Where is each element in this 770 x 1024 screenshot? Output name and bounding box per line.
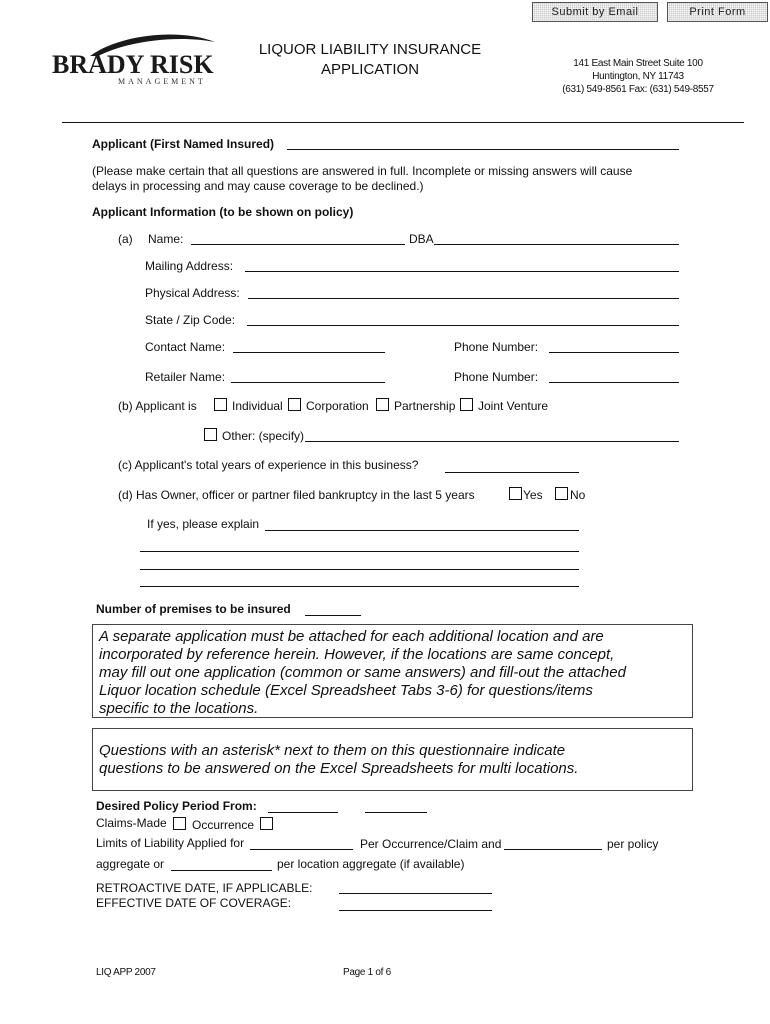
asterisk-questions-notice [92, 728, 693, 791]
contact-name-label: Contact Name: [145, 340, 226, 354]
bankruptcy-question-label: (d) Has Owner, officer or partner filed bankruptcy in the last 5 years [118, 488, 475, 502]
header-divider [62, 122, 744, 123]
name-label: Name: [148, 232, 184, 246]
explain-field-2[interactable] [140, 551, 579, 552]
aggregate-label: aggregate or [96, 857, 165, 871]
per-occurrence-limit-field[interactable] [250, 849, 353, 850]
notice2-line-2: questions to be answered on the Excel Spreadsheets for multi locations. [99, 760, 579, 777]
instructions-note-line-1: (Please make certain that all questions are answered in full. Incomplete or missing answers will cause [92, 164, 633, 178]
name-field[interactable] [191, 244, 405, 245]
notice1-line-5: specific to the locations. [99, 700, 259, 717]
instructions-note-line-2: delays in processing and may cause coverage to be declined.) [92, 179, 424, 193]
page-number: Page 1 of 6 [343, 967, 391, 978]
other-specify-field[interactable] [305, 441, 679, 442]
individual-checkbox[interactable] [214, 398, 227, 411]
occurrence-label: Occurrence [192, 818, 255, 832]
experience-years-label: (c) Applicant's total years of experience in this business? [118, 458, 419, 472]
notice2-line-1: Questions with an asterisk* next to them on this questionnaire indicate [99, 742, 566, 759]
joint-venture-label: Joint Venture [478, 399, 549, 413]
occurrence-checkbox[interactable] [260, 817, 273, 830]
page-title [245, 40, 495, 80]
explain-field-3[interactable] [140, 569, 579, 570]
mailing-address-label: Mailing Address: [145, 259, 234, 273]
phone-number-2-field[interactable] [549, 382, 679, 383]
partnership-label: Partnership [394, 399, 456, 413]
logo-wordmark: BRADY RISK [52, 50, 214, 79]
form-id: LIQ APP 2007 [96, 967, 156, 978]
notice1-line-3: may fill out one application (common or same answers) and fill-out the attached [99, 664, 626, 681]
phone-number-label: Phone Number: [454, 340, 539, 354]
per-policy-label: per policy [607, 837, 659, 851]
contact-name-field[interactable] [233, 352, 385, 353]
experience-years-field[interactable] [445, 472, 579, 473]
retailer-name-field[interactable] [231, 382, 385, 383]
bankruptcy-yes-checkbox[interactable] [509, 487, 522, 500]
logo-subtitle: MANAGEMENT [118, 77, 206, 86]
explain-field-1[interactable] [265, 530, 579, 531]
claims-made-label: Claims-Made [96, 816, 167, 830]
mailing-address-field[interactable] [245, 271, 679, 272]
joint-venture-checkbox[interactable] [460, 398, 473, 411]
state-zip-field[interactable] [247, 325, 679, 326]
phone-number-2-label: Phone Number: [454, 370, 539, 384]
company-address [548, 57, 728, 96]
physical-address-field[interactable] [248, 298, 679, 299]
address-line-2: Huntington, NY 11743 [592, 71, 684, 82]
bankruptcy-yes-label: Yes [523, 488, 543, 502]
limits-label: Limits of Liability Applied for [96, 836, 245, 850]
retroactive-date-field[interactable] [339, 893, 492, 894]
premises-count-label: Number of premises to be insured [96, 602, 291, 616]
corporation-label: Corporation [306, 399, 369, 413]
bankruptcy-no-checkbox[interactable] [555, 487, 568, 500]
address-line-3: (631) 549-8561 Fax: (631) 549-8557 [562, 84, 714, 95]
explain-field-4[interactable] [140, 586, 579, 587]
policy-period-label: Desired Policy Period From: [96, 799, 257, 813]
physical-address-label: Physical Address: [145, 286, 240, 300]
applicant-info-heading: Applicant Information (to be shown on policy) [92, 205, 354, 219]
explain-label: If yes, please explain [147, 517, 260, 531]
dba-field[interactable] [434, 244, 679, 245]
effective-date-label: EFFECTIVE DATE OF COVERAGE: [96, 896, 292, 910]
applicant-type-label: (b) Applicant is [118, 399, 197, 413]
state-zip-label: State / Zip Code: [145, 313, 236, 327]
per-location-aggregate-field[interactable] [171, 870, 272, 871]
policy-period-to-field[interactable] [365, 812, 427, 813]
per-policy-limit-field[interactable] [504, 849, 602, 850]
partnership-checkbox[interactable] [376, 398, 389, 411]
submit-by-email-button[interactable]: Submit by Email [532, 2, 658, 22]
dba-label: DBA [409, 232, 434, 246]
notice1-line-4: Liquor location schedule (Excel Spreadsheet Tabs 3-6) for questions/items [99, 682, 593, 699]
section-a-label: (a) [118, 232, 133, 246]
phone-number-field[interactable] [549, 352, 679, 353]
corporation-checkbox[interactable] [288, 398, 301, 411]
title-line-1: LIQUOR LIABILITY INSURANCE [258, 41, 482, 58]
retroactive-date-label: RETROACTIVE DATE, IF APPLICABLE: [96, 881, 313, 895]
brady-risk-logo [50, 30, 220, 90]
other-checkbox[interactable] [204, 428, 217, 441]
title-line-2: APPLICATION [320, 61, 420, 78]
premises-count-field[interactable] [305, 615, 361, 616]
bankruptcy-no-label: No [570, 488, 586, 502]
individual-label: Individual [232, 399, 283, 413]
retailer-name-label: Retailer Name: [145, 370, 226, 384]
applicant-first-named-label: Applicant (First Named Insured) [92, 137, 275, 151]
notice1-line-2: incorporated by reference herein. However, if the locations are same concept, [99, 646, 615, 663]
policy-period-from-field[interactable] [268, 812, 338, 813]
per-occurrence-label: Per Occurrence/Claim and [360, 837, 502, 851]
separate-application-notice [92, 624, 693, 718]
print-form-button[interactable]: Print Form [667, 2, 768, 22]
notice1-line-1: A separate application must be attached for each additional location and are [99, 628, 604, 645]
per-location-aggregate-label: per location aggregate (if available) [277, 857, 465, 871]
applicant-first-named-field[interactable] [287, 149, 679, 150]
effective-date-field[interactable] [339, 910, 492, 911]
other-label: Other: (specify) [222, 429, 305, 443]
address-line-1: 141 East Main Street Suite 100 [573, 58, 703, 69]
claims-made-checkbox[interactable] [173, 817, 186, 830]
